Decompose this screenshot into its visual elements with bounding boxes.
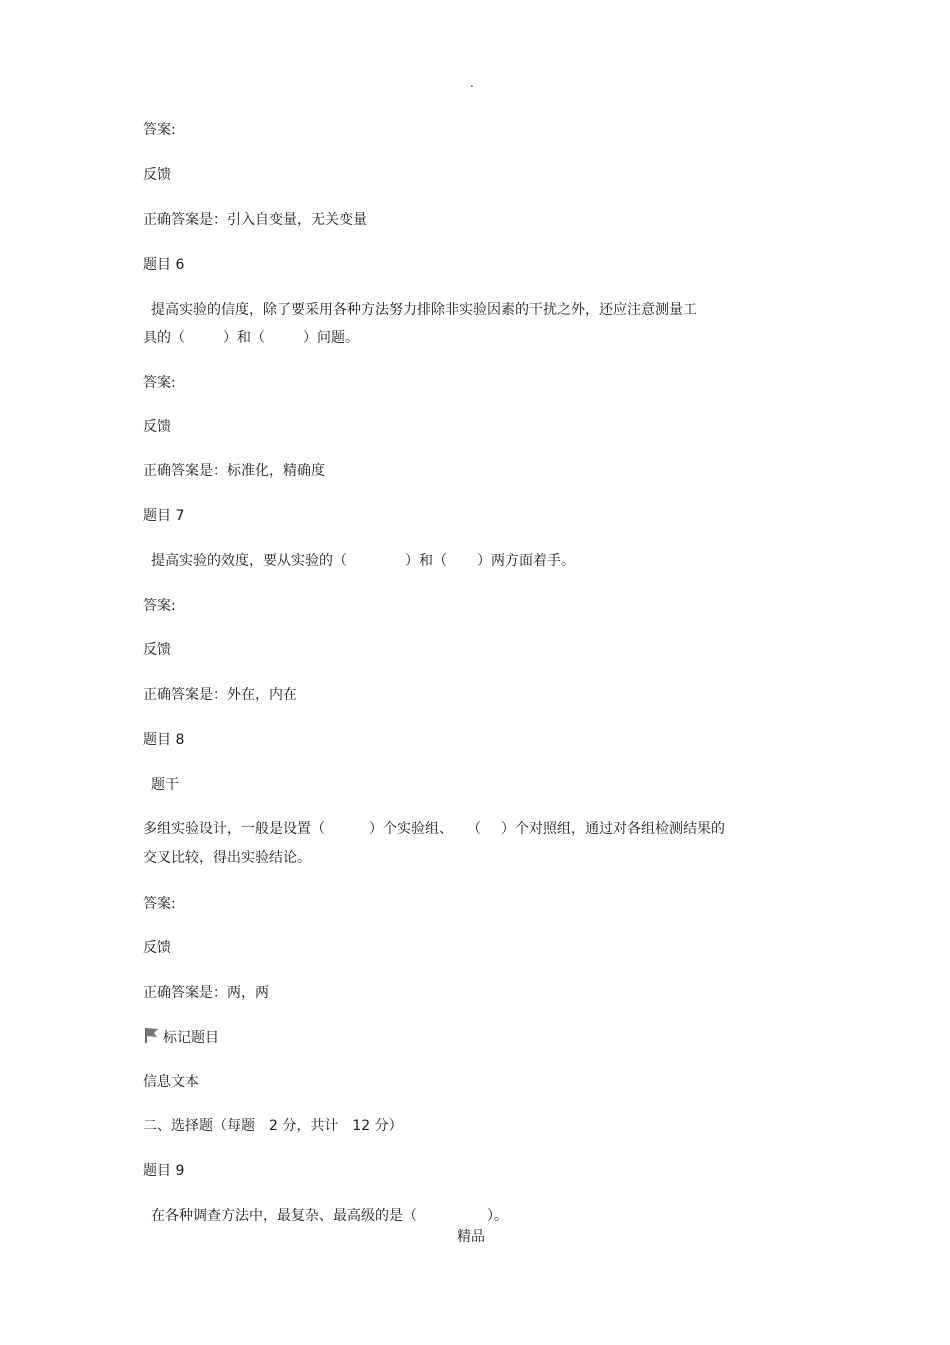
answer-label: 答案: [143,122,176,138]
question-text-7: 提高实验的效度，要从实验的（ ）和（ ）两方面着手。 [151,553,575,569]
page-header-dot: . [470,76,474,90]
correct-answer-q7: 正确答案是：外在，内在 [143,687,297,703]
question-text-8-line1: 多组实验设计，一般是设置（ ）个实验组、 （ ）个对照组，通过对各组检测结果的 [143,821,725,837]
correct-answer-q8: 正确答案是：两，两 [143,985,269,1001]
feedback-label: 反馈 [143,167,171,183]
question-title-8: 题目 8 [143,732,185,748]
feedback-label: 反馈 [143,642,171,658]
answer-label: 答案: [143,896,176,912]
info-text-label: 信息文本 [143,1074,199,1090]
question-text-6-line1: 提高实验的信度，除了要采用各种方法努力排除非实验因素的干扰之外，还应注意测量工 [151,302,697,318]
feedback-label: 反馈 [143,940,171,956]
correct-answer-q6: 正确答案是：标准化，精确度 [143,463,325,479]
question-title-7: 题目 7 [143,508,185,524]
question-text-9: 在各种调查方法中，最复杂、最高级的是（ ）。 [151,1208,508,1224]
question-text-6-line2: 具的（ ）和（ ）问题。 [143,330,359,346]
question-text-8-line2: 交叉比较，得出实验结论。 [143,850,311,866]
flag-icon[interactable] [143,1026,161,1044]
question-stem-label: 题干 [151,777,179,793]
answer-label: 答案: [143,375,176,391]
section-title: 二、选择题（每题 2 分，共计 12 分） [143,1118,403,1134]
question-title-6: 题目 6 [143,257,185,273]
question-title-9: 题目 9 [143,1163,185,1179]
answer-label: 答案: [143,598,176,614]
page-footer: 精品 [457,1229,485,1245]
flag-question-label[interactable]: 标记题目 [163,1030,219,1046]
correct-answer-q5: 正确答案是：引入自变量，无关变量 [143,212,367,228]
feedback-label: 反馈 [143,419,171,435]
